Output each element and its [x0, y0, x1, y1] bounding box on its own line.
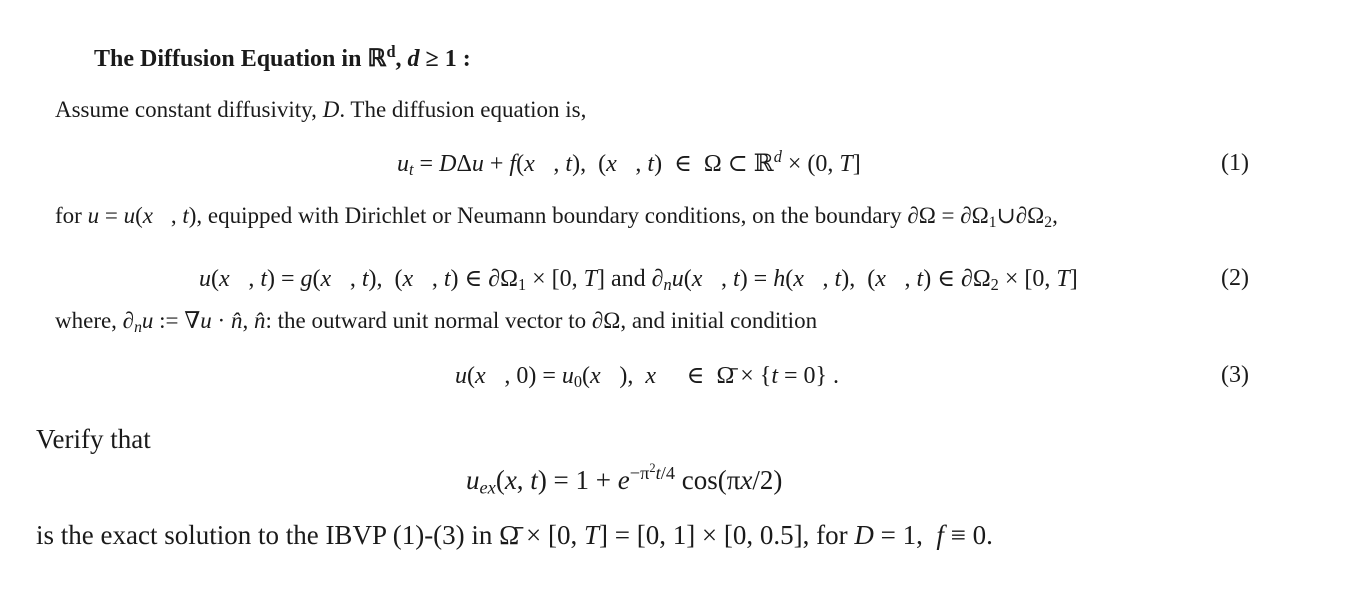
equation-1-number: (1) — [1221, 150, 1249, 176]
section-title: The Diffusion Equation in ℝ$^d$, d ≥ 1 : — [94, 42, 471, 72]
equation-2: u(x⃗, t) = g(x⃗, t), (x⃗, t) ∈ $\partial\Omega_1 \times [0$, T] and $\partial_nu(x⃗$, t) = h(x⃗, t), (x⃗, t) ∈ $\partial\Omega_2 \times [0$, T] — [199, 266, 1078, 295]
equation-2-number: (2) — [1221, 265, 1249, 291]
equation-1: $u_t = D\Delta u$ + f(x⃗, t), (x⃗, t) ∈ Ω ⊂ ℝ$^d$ × (0, T] — [397, 147, 861, 180]
verify-text: Verify that — [36, 424, 151, 454]
equation-3-number: (3) — [1221, 362, 1249, 388]
conclusion-text: is the exact solution to the IBVP (1)-(3) in Ω̄ × [0, T] = [0, 1] × [0, 0.5], for D = 1, f ≡ 0. — [36, 520, 993, 550]
boundary-text: for u = u(x⃗, t), equipped with Dirichlet or Neumann boundary conditions, on the boundary $\partial\Omega = \partial\Omega_1\cup\partial\Omega_2$, — [55, 203, 1058, 231]
where-text: where, $\partial_nu$ := ∇u · n̂, n̂: the outward unit normal vector to ∂Ω, and initial condition — [55, 308, 818, 336]
intro-text: Assume constant diffusivity, D. The diffusion equation is, — [55, 97, 587, 122]
equation-3: u(x⃗, $0) = u_0(x⃗)$, x⃗ ∈ Ω̄ × {t = 0} . — [455, 363, 840, 392]
exact-solution: $u_{ex}(x$, $t) = 1 + e^{-\pi^2t/4}$ cos(πx/2) — [466, 461, 783, 498]
